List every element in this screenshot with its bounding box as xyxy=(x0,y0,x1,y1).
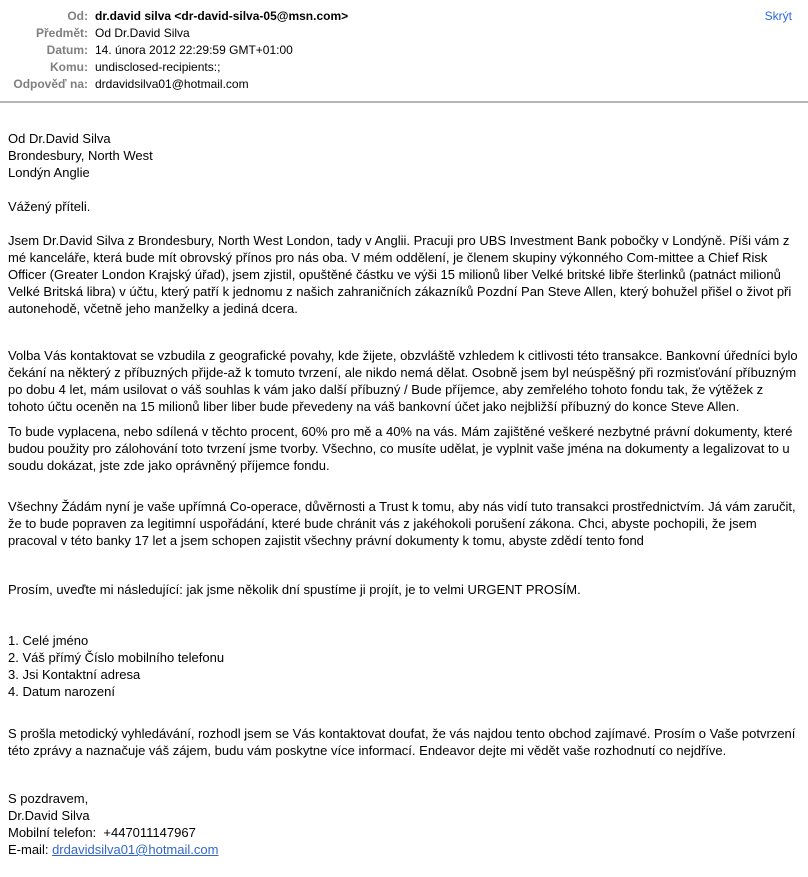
list-item: 4. Datum narození xyxy=(8,684,115,699)
hide-details-link[interactable]: Skrýt xyxy=(764,9,792,23)
email-label: E-mail: xyxy=(8,842,53,857)
header-row-subject xyxy=(0,25,808,42)
sender-address-line: Od Dr.David Silva xyxy=(8,131,111,146)
reply-to-label: Odpověď na: xyxy=(13,77,88,91)
signature-email-line xyxy=(8,841,800,858)
subject-value: Od Dr.David Silva xyxy=(95,26,190,40)
requested-info-list xyxy=(8,632,800,700)
sender-address-block xyxy=(8,130,800,181)
header-row-from xyxy=(0,8,808,25)
sender-address-line: Londýn Anglie xyxy=(8,165,90,180)
paragraph-trust: Všechny Žádám nyní je vaše upřímná Co-operace, důvěrnosti a Trust k tomu, aby nás vidí tuto transakci prostřednictvím. Já vám zaručit, že to bude popraven za legitimní uspořádání, které bude chránit vás z jakéhokoli porušení zákona. Chci, abyste pochopili, že jsem pracoval v této banky 17 let a jsem schopen zajistit všechny právní dokumenty k tomu, abyste zdědí tento fond xyxy=(8,499,800,548)
signature-phone: Mobilní telefon: +447011147967 xyxy=(8,825,196,840)
header-row-date xyxy=(0,42,808,59)
signature-name: Dr.David Silva xyxy=(8,808,90,823)
to-value: undisclosed-recipients:; xyxy=(95,60,221,74)
to-label: Komu: xyxy=(50,60,88,74)
paragraph-split: To bude vyplacena, nebo sdílená v těchto procent, 60% pro mě a 40% na vás. Mám zajištěné veškeré nezbytné právní dokumenty, které budou použity pro zálohování toto tvrzení jsme tvorby. Všechno, co musíte udělat, je vyplnit vaše jména na dokumenty a legalizovat to u soudu dokázat, jste zde jako oprávněný příjemce fondu. xyxy=(8,424,797,473)
paragraph-reason: Volba Vás kontaktovat se vzbudila z geografické povahy, kde žijete, obzvláště vzhledem k citlivosti této transakce. Bankovní úředníci bylo čekání na některý z příbuzných přijde-až k tomuto tvrzení, ale nikdo nemá dělat. Osobně jsem byl neúspěšný při rozmisťování příbuzným po dobu 4 let, mám usilovat o váš souhlas k vám jako další příbuzný / Bude příjemce, aby zemřelého tohoto fondu tak, že výtěžek z tohoto účtu oceněn na 15 milionů liber liber bude převedeny na váš bankovní účet jako nejbližší příbuzný do konce Steve Allen. xyxy=(8,348,802,414)
reply-to-value: drdavidsilva01@hotmail.com xyxy=(95,77,249,91)
date-label: Datum: xyxy=(46,43,88,57)
paragraph-closing: S prošla metodický vyhledávání, rozhodl jsem se Vás kontaktovat doufat, že vás najdou tento obchod zajímavé. Prosím o Vaše potvrzení této zprávy a naznačuje váš zájem, budu vám poskytne více informací. Endeavor dejte mi vědět vaše rozhodnutí co nejdříve. xyxy=(8,726,800,758)
paragraph-introduction: Jsem Dr.David Silva z Brondesbury, North West London, tady v Anglii. Pracuji pro UBS Investment Bank pobočky v Londýně. Píši vám z mé kanceláře, která bude mít obrovský přínos pro nás oba. V mém oddělení, je členem skupiny výkonného Com-mittee a Chief Risk Officer (Greater London Krajský úřad), jsem zjistil, opuštěné částku ve výši 15 milionů liber Velké britské libře šterlinků (patnáct milionů Velké Britská libra) v účtu, který patří k jednomu z našich zahraničních zákazníků Pozdní Pan Steve Allen, který bohužel přišel o život při autonehodě, včetně jeho manželky a jediná dcera. xyxy=(8,233,795,316)
list-item: 1. Celé jméno xyxy=(8,633,89,648)
signature-email-link[interactable]: drdavidsilva01@hotmail.com xyxy=(52,842,219,857)
list-item: 2. Váš přímý Číslo mobilního telefonu xyxy=(8,650,225,665)
paragraph-urgent: Prosím, uveďte mi následující: jak jsme několik dní spustíme ji projít, je to velmi URGENT PROSÍM. xyxy=(8,582,581,597)
sender-address-line: Brondesbury, North West xyxy=(8,148,153,163)
list-item: 3. Jsi Kontaktní adresa xyxy=(8,667,141,682)
header-row-reply-to xyxy=(0,76,808,93)
header-divider xyxy=(0,101,808,103)
message-body xyxy=(8,130,800,858)
greeting: Vážený příteli. xyxy=(8,199,91,214)
date-value: 14. února 2012 22:29:59 GMT+01:00 xyxy=(95,43,293,57)
header-row-to xyxy=(0,59,808,76)
from-label: Od: xyxy=(67,9,88,23)
signature-closing: S pozdravem, xyxy=(8,791,89,806)
from-value: dr.david silva <dr-david-silva-05@msn.com> xyxy=(95,9,349,23)
subject-label: Předmět: xyxy=(35,26,88,40)
message-header xyxy=(0,0,808,103)
signature-block xyxy=(8,790,800,858)
